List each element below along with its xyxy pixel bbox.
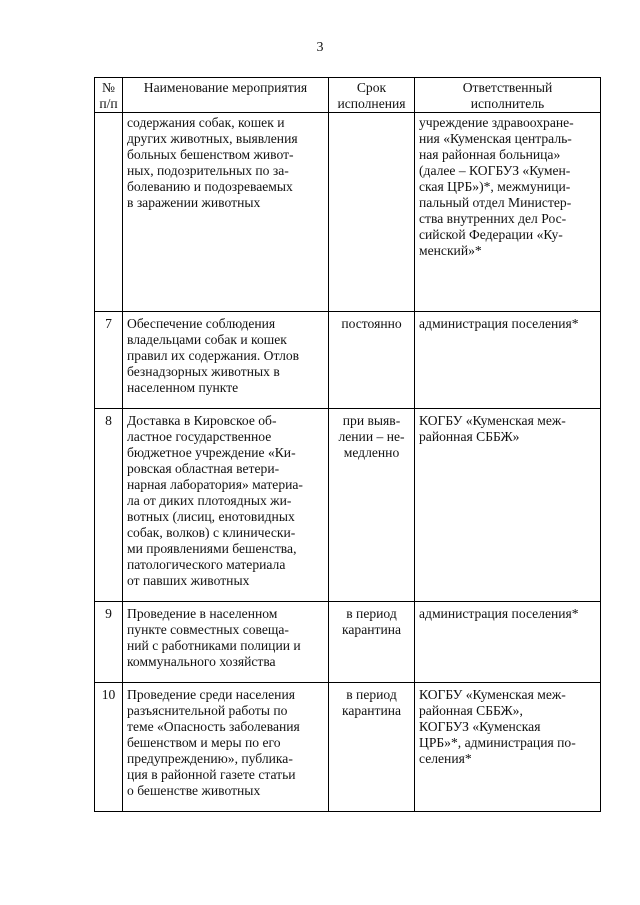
cell-line: безнадзорных животных в (127, 364, 280, 379)
cell-line: карантина (341, 703, 402, 718)
cell-line: в период (346, 606, 397, 621)
cell-line: Обеспечение соблюдения (127, 316, 276, 331)
header-responsible-line: исполнитель (470, 96, 545, 111)
header-term (329, 78, 415, 113)
cell-line: содержания собак, кошек и (127, 115, 285, 130)
cell-line: ластное государственное (127, 429, 272, 444)
cell-line: владельцами собак и кошек (127, 332, 287, 347)
cell-line: теме «Опасность заболевания (127, 719, 300, 734)
cell-line: коммунального хозяйства (127, 654, 276, 669)
cell-line: сийской Федерации «Ку- (419, 227, 563, 242)
cell-line: вотных (лисиц, енотовидных (127, 509, 295, 524)
cell-term (329, 312, 415, 409)
table-row (95, 113, 601, 312)
cell-line: администрация поселения* (419, 606, 579, 621)
cell-num: 8 (95, 409, 123, 602)
cell-line: ция в районной газете статьи (127, 767, 296, 782)
table-row (95, 602, 601, 683)
cell-line: селения* (419, 751, 472, 766)
cell-line: КОГБУ «Куменская меж- (419, 687, 566, 702)
cell-name (123, 113, 329, 312)
cell-line: собак, волков) с клинически- (127, 525, 296, 540)
cell-responsible (415, 409, 601, 602)
cell-term (329, 113, 415, 312)
cell-line: болеванию и подозреваемых (127, 179, 293, 194)
cell-line: больных бешенством живот- (127, 147, 294, 162)
cell-line: Доставка в Кировское об- (127, 413, 277, 428)
cell-line: (далее – КОГБУЗ «Кумен- (419, 163, 571, 178)
page-number: 3 (316, 40, 324, 55)
cell-line: ЦРБ»*, администрация по- (419, 735, 576, 750)
cell-line: других животных, выявления (127, 131, 298, 146)
cell-line: ных, подозрительных по за- (127, 163, 289, 178)
cell-line: в период (346, 687, 397, 702)
cell-line: разъяснительной работы по (127, 703, 288, 718)
cell-num: 10 (95, 683, 123, 812)
cell-line: ская ЦРБ»)*, межмуници- (419, 179, 571, 194)
cell-num (95, 113, 123, 312)
header-num-line: п/п (99, 96, 118, 111)
cell-responsible (415, 683, 601, 812)
cell-line: ная районная больница» (419, 147, 561, 162)
cell-line: лении – не- (338, 429, 405, 444)
cell-line: ми проявлениями бешенства, (127, 541, 297, 556)
cell-line: в заражении животных (127, 195, 261, 210)
cell-term (329, 683, 415, 812)
table-row (95, 409, 601, 602)
events-table (94, 77, 601, 812)
cell-line: КОГБУЗ «Куменская (419, 719, 541, 734)
cell-line: правил их содержания. Отлов (127, 348, 300, 363)
cell-line: районная СББЖ», (419, 703, 523, 718)
cell-line: Проведение среди населения (127, 687, 295, 702)
table-row (95, 683, 601, 812)
header-term-line: Срок (356, 80, 387, 95)
header-responsible-line: Ответственный (462, 80, 553, 95)
cell-line: ла от диких плотоядных жи- (127, 493, 292, 508)
cell-line: учреждение здравоохране- (419, 115, 574, 130)
header-name (123, 78, 329, 113)
cell-name (123, 683, 329, 812)
cell-line: нарная лаборатория» материа- (127, 477, 303, 492)
cell-line: Проведение в населенном (127, 606, 278, 621)
cell-line: пункте совместных совеща- (127, 622, 289, 637)
cell-term (329, 602, 415, 683)
cell-line: медленно (343, 445, 400, 460)
cell-term (329, 409, 415, 602)
cell-line: патологического материала (127, 557, 286, 572)
cell-num: 7 (95, 312, 123, 409)
cell-num: 9 (95, 602, 123, 683)
cell-line: ровская областная ветери- (127, 461, 280, 476)
cell-responsible (415, 602, 601, 683)
cell-line: бешенством и меры по его (127, 735, 281, 750)
cell-responsible (415, 312, 601, 409)
header-responsible (415, 78, 601, 113)
cell-line: КОГБУ «Куменская меж- (419, 413, 566, 428)
cell-line: постоянно (341, 316, 402, 331)
cell-name (123, 602, 329, 683)
cell-line: ства внутренних дел Рос- (419, 211, 567, 226)
cell-line: менский»* (419, 243, 482, 258)
cell-line: районная СББЖ» (419, 429, 520, 444)
cell-line: ния «Куменская централь- (419, 131, 572, 146)
cell-line: пальный отдел Министер- (419, 195, 572, 210)
cell-line: карантина (341, 622, 402, 637)
cell-name (123, 312, 329, 409)
table-header-row (95, 78, 601, 113)
cell-line: предупреждению», публика- (127, 751, 293, 766)
cell-line: бюджетное учреждение «Ки- (127, 445, 296, 460)
cell-responsible (415, 113, 601, 312)
header-name-line: Наименование мероприятия (143, 80, 308, 95)
cell-line: о бешенстве животных (127, 783, 261, 798)
header-num (95, 78, 123, 113)
cell-name (123, 409, 329, 602)
cell-line: от павших животных (127, 573, 250, 588)
cell-line: при выяв- (342, 413, 401, 428)
header-term-line: исполнения (337, 96, 406, 111)
cell-line: администрация поселения* (419, 316, 579, 331)
table-row (95, 312, 601, 409)
cell-line: ний с работниками полиции и (127, 638, 301, 653)
header-num-line: № (102, 80, 115, 95)
cell-line: населенном пункте (127, 380, 239, 395)
